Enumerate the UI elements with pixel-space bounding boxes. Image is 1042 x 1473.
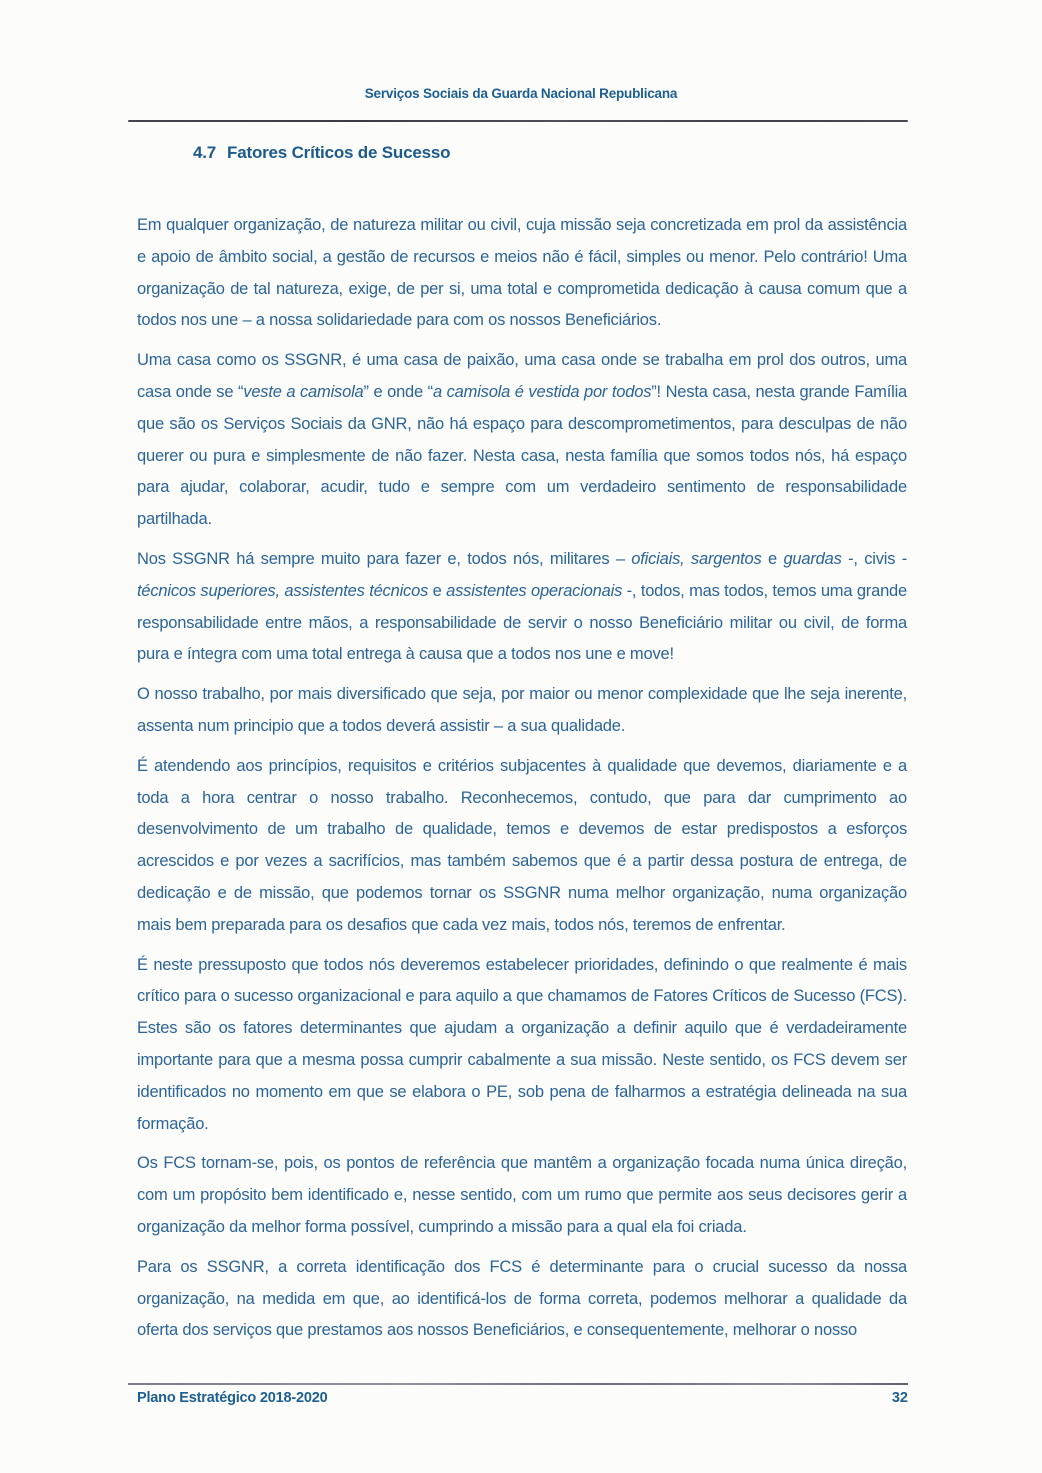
footer-divider: [128, 1383, 908, 1385]
paragraph: [137, 679, 907, 743]
italic-text-run: guardas: [783, 549, 842, 568]
italic-text-run: assistentes operacionais: [446, 581, 623, 600]
paragraph: [137, 751, 907, 942]
italic-text-run: veste a camisola: [243, 382, 364, 401]
paragraph: [137, 544, 907, 671]
section-heading: [193, 143, 450, 163]
document-body: [137, 210, 907, 1355]
text-run: e: [761, 549, 784, 568]
page-header-title: Serviços Sociais da Guarda Nacional Republicana: [364, 86, 678, 101]
text-run: Nos SSGNR há sempre muito para fazer e, todos nós, militares –: [137, 549, 632, 568]
text-run: Para os SSGNR, a correta identificação dos FCS é determinante para o crucial sucesso da nossa organização, na medida em que, ao identificá-los de forma correta, podemos melhorar a qualidade da oferta dos serviços que prestamos aos nossos Beneficiários, e consequentemente, melhorar o nosso: [137, 1257, 907, 1340]
text-run: Em qualquer organização, de natureza militar ou civil, cuja missão seja concretizada em prol da assistência e apoio de âmbito social, a gestão de recursos e meios não é fácil, simples ou menor. Pelo contrário! Uma organização de tal natureza, exige, de per si, uma total e comprometida dedicação à causa comum que a todos nos une – a nossa solidariedade para com os nossos Beneficiários.: [137, 216, 907, 330]
italic-text-run: oficiais, sargentos: [631, 549, 762, 568]
text-run: -, todos, mas todos, temos uma grande responsabilidade entre mãos, a responsabilidade de servir o nosso Beneficiário militar ou civil, de forma pura e íntegra com uma total entrega à causa que a todos nos une e move!: [137, 581, 908, 664]
text-run: Uma casa como os SSGNR, é uma casa de paixão, uma casa onde se trabalha em prol dos outros, uma casa onde se “: [137, 351, 907, 401]
text-run: e: [428, 581, 447, 600]
text-run: É atendendo aos princípios, requisitos e critérios subjacentes à qualidade que devemos, diariamente e a toda a hora centrar o nosso trabalho. Reconhecemos, contudo, que para dar cumprimento ao desenvolvimento de um trabalho de qualidade, temos e devemos de estar predispostos a esforços acrescidos e por vezes a sacrifícios, mas também sabemos que é a partir dessa postura de entrega, de dedicação e de missão, que podemos tornar os SSGNR numa melhor organização, numa organização mais bem preparada para os desafios que cada vez mais, todos nós, teremos de enfrentar.: [137, 756, 907, 934]
footer-page-number: 32: [891, 1390, 908, 1406]
section-number: 4.7: [193, 143, 217, 162]
paragraph: [137, 1252, 907, 1347]
text-run: -, civis -: [841, 549, 908, 568]
section-title: Fatores Críticos de Sucesso: [227, 143, 451, 162]
text-run: ”! Nesta casa, nesta grande Família que são os Serviços Sociais da GNR, não há espaço para descomprometimentos, para desculpas de não querer ou pura e simplesmente de não fazer. Nesta casa, nesta família que somos todos nós, há espaço para ajudar, colaborar, acudir, tudo e sempre com um verdadeiro sentimento de responsabilidade partilhada.: [137, 382, 908, 529]
paragraph: [137, 210, 907, 337]
italic-text-run: técnicos superiores, assistentes técnicos: [137, 581, 429, 600]
text-run: É neste pressuposto que todos nós deveremos estabelecer prioridades, definindo o que realmente é mais crítico para o sucesso organizacional e para aquilo a que chamamos de Fatores Críticos de Sucesso (FCS). Estes são os fatores determinantes que ajudam a organização a definir aquilo que é verdadeiramente importante para que a mesma possa cumprir cabalmente a sua missão. Neste sentido, os FCS devem ser identificados no momento em que se elabora o PE, sob pena de falharmos a estratégia delineada na sua formação.: [137, 955, 907, 1133]
text-run: ” e onde “: [363, 382, 433, 401]
footer-document-title: Plano Estratégico 2018-2020: [137, 1390, 328, 1406]
header-divider: [128, 120, 908, 122]
text-run: O nosso trabalho, por mais diversificado que seja, por maior ou menor complexidade que lhe seja inerente, assenta num principio que a todos deverá assistir – a sua qualidade.: [137, 685, 907, 735]
paragraph: [137, 1148, 907, 1243]
text-run: Os FCS tornam-se, pois, os pontos de referência que mantêm a organização focada numa única direção, com um propósito bem identificado e, nesse sentido, com um rumo que permite aos seus decisores gerir a organização da melhor forma possível, cumprindo a missão para a qual ela foi criada.: [137, 1154, 907, 1236]
paragraph: [137, 345, 907, 536]
italic-text-run: a camisola é vestida por todos: [432, 382, 652, 401]
paragraph: [137, 950, 907, 1141]
